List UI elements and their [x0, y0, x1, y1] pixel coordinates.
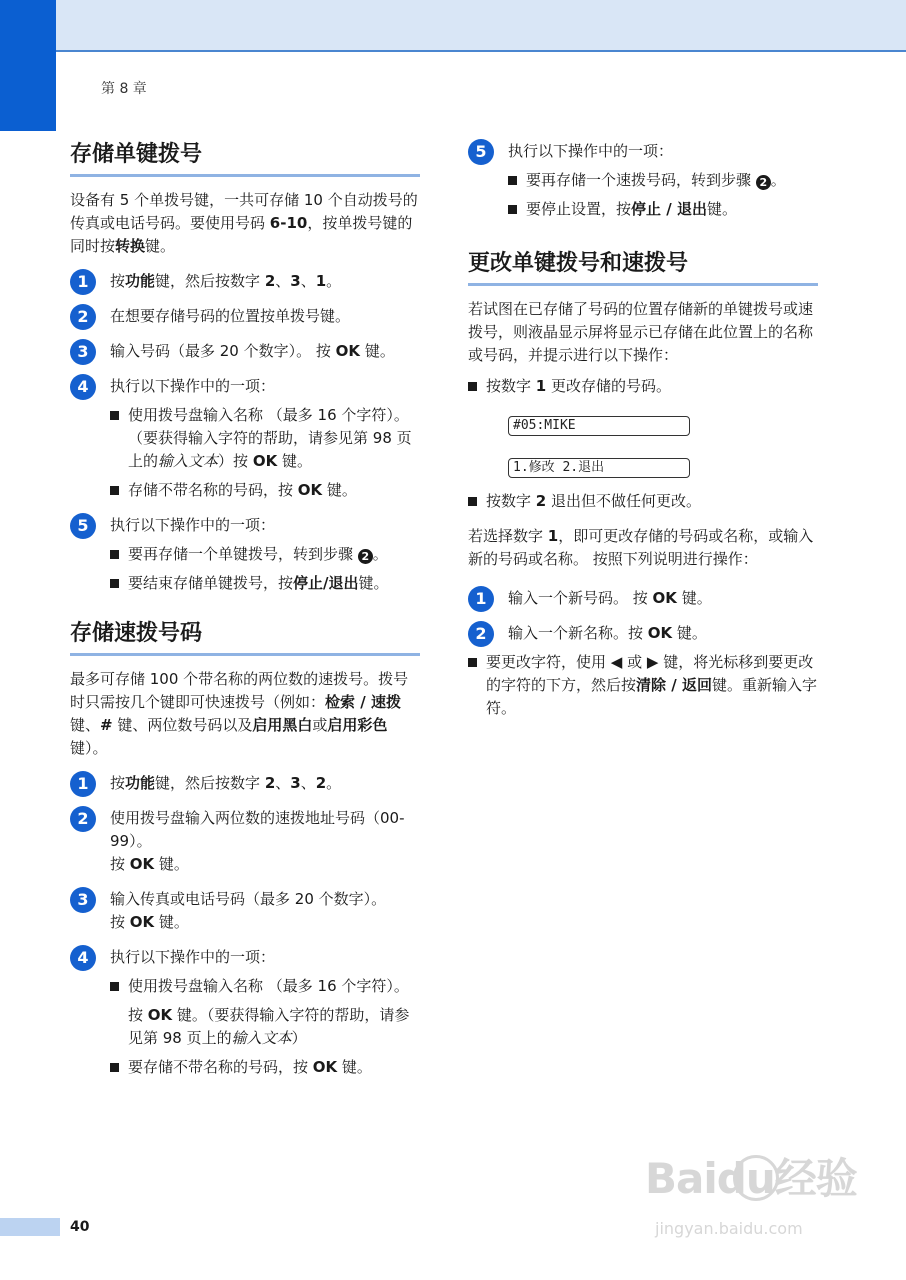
step-number-icon: 5	[70, 513, 96, 539]
square-bullet-icon	[468, 497, 477, 506]
square-bullet-icon	[468, 658, 477, 667]
step-ref-icon: 2	[756, 175, 771, 190]
step-number-icon: 3	[70, 887, 96, 913]
step-2: 2 使用拨号盘输入两位数的速拨地址号码（00-99）。 按 OK 键。	[70, 807, 420, 876]
chapter-tab	[0, 0, 56, 131]
square-bullet-icon	[110, 411, 119, 420]
step-2: 2 在想要存储号码的位置按单拨号键。	[70, 305, 420, 328]
section-intro: 设备有 5 个单拨号键，一共可存储 10 个自动拨号的传真或电话号码。要使用号码 6-10，按单拨号键的同时按转换键。	[70, 191, 418, 255]
square-bullet-icon	[110, 982, 119, 991]
paragraph: 若选择数字 1，即可更改存储的号码或名称，或输入新的号码或名称。 按照下列说明进行操作：	[468, 527, 814, 568]
list-item: 要结束存储单键拨号，按停止/退出键。	[110, 572, 420, 595]
list-item: 使用拨号盘输入名称 （最多 16 个字符）。（要获得输入字符的帮助，请参见第 98 页上的输入文本）按 OK 键。	[110, 404, 420, 473]
list-item-continuation: 按 OK 键。（要获得输入字符的帮助，请参见第 98 页上的输入文本）	[128, 1006, 410, 1047]
step-number-icon: 5	[468, 139, 494, 165]
step-5: 5 执行以下操作中的一项：	[70, 514, 420, 537]
square-bullet-icon	[508, 176, 517, 185]
watermark-logo: Baidu经验	[645, 1154, 857, 1203]
list-item: 要存储不带名称的号码，按 OK 键。	[110, 1056, 420, 1079]
right-column	[468, 140, 818, 720]
list-item: 存储不带名称的号码，按 OK 键。	[110, 479, 420, 502]
list-item: 要停止设置，按停止 / 退出键。	[508, 198, 818, 221]
step-4: 4 执行以下操作中的一项：	[70, 375, 420, 398]
list-item: 使用拨号盘输入名称 （最多 16 个字符）。	[110, 975, 420, 998]
step-1: 1 输入一个新号码。 按 OK 键。	[468, 587, 818, 610]
square-bullet-icon	[110, 550, 119, 559]
footer-bar	[0, 1218, 60, 1236]
section-title-speed-dial: 存储速拨号码	[70, 619, 420, 656]
section-intro: 若试图在已存储了号码的位置存储新的单键拨号或速拨号，则液晶显示屏将显示已存储在此位置上的名称或号码，并提示进行以下操作：	[468, 300, 814, 364]
square-bullet-icon	[110, 1063, 119, 1072]
step-1: 1 按功能键，然后按数字 2、3、1。	[70, 270, 420, 293]
watermark-url: jingyan.baidu.com	[655, 1219, 803, 1238]
step-3: 3 输入传真或电话号码（最多 20 个数字）。 按 OK 键。	[70, 888, 420, 934]
list-item: 要更改字符，使用 ◀ 或 ▶ 键，将光标移到要更改的字符的下方，然后按清除 / 返回键。重新输入字符。	[468, 651, 818, 720]
section-title-one-touch: 存储单键拨号	[70, 140, 420, 177]
step-number-icon: 3	[70, 339, 96, 365]
step-number-icon: 1	[70, 269, 96, 295]
step-5: 5 执行以下操作中的一项：	[468, 140, 818, 163]
lcd-display-line-1: #05:MIKE	[508, 416, 690, 436]
section-intro: 最多可存储 100 个带名称的两位数的速拨号。拨号时只需按几个键即可快速拨号（例如：检索 / 速拨键、# 键、两位数号码以及启用黑白或启用彩色键）。	[70, 670, 409, 757]
list-item: 按数字 2 退出但不做任何更改。	[468, 490, 818, 513]
step-1: 1 按功能键，然后按数字 2、3、2。	[70, 772, 420, 795]
step-number-icon: 4	[70, 374, 96, 400]
chapter-label: 第 8 章	[101, 81, 147, 97]
step-number-icon: 1	[468, 586, 494, 612]
step-number-icon: 2	[70, 806, 96, 832]
list-item: 要再存储一个单键拨号，转到步骤 2 。	[110, 543, 420, 566]
step-2: 2 输入一个新名称。按 OK 键。	[468, 622, 818, 645]
step-4: 4 执行以下操作中的一项：	[70, 946, 420, 969]
step-number-icon: 2	[70, 304, 96, 330]
step-ref-icon: 2	[358, 549, 373, 564]
left-column	[70, 140, 420, 1079]
left-arrow-icon: ◀	[610, 653, 623, 671]
square-bullet-icon	[110, 486, 119, 495]
header-band	[0, 0, 906, 52]
step-number-icon: 1	[70, 771, 96, 797]
list-item: 要再存储一个速拨号码，转到步骤 2 。	[508, 169, 818, 192]
square-bullet-icon	[468, 382, 477, 391]
square-bullet-icon	[508, 205, 517, 214]
page-number: 40	[70, 1219, 90, 1235]
right-arrow-icon: ▶	[646, 653, 659, 671]
lcd-display-line-2: 1.修改 2.退出	[508, 458, 690, 478]
section-title-change: 更改单键拨号和速拨号	[468, 249, 818, 286]
square-bullet-icon	[110, 579, 119, 588]
step-number-icon: 2	[468, 621, 494, 647]
list-item: 按数字 1 更改存储的号码。	[468, 375, 818, 398]
watermark	[645, 1155, 875, 1245]
step-number-icon: 4	[70, 945, 96, 971]
step-3: 3 输入号码（最多 20 个数字）。 按 OK 键。	[70, 340, 420, 363]
